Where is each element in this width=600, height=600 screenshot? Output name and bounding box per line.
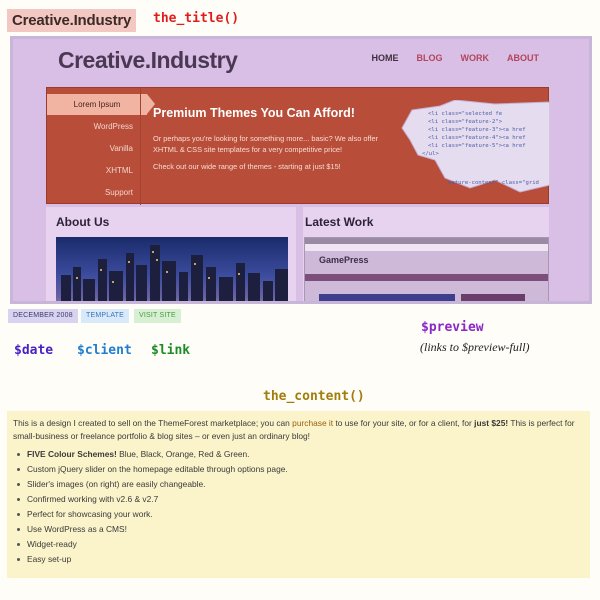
code-line: <li class="feature-2"> [428, 119, 503, 125]
slider-menu-item: Support [104, 188, 133, 197]
nav-about: ABOUT [507, 53, 539, 63]
slider-menu-item: Vanilla [109, 144, 133, 153]
preview-slider [46, 87, 549, 204]
list-item: Confirmed working with v2.6 & v2.7 [13, 492, 584, 507]
date-tag: DECEMBER 2008 [8, 309, 78, 323]
about-title: About Us [56, 215, 110, 229]
latest-work-thumbnail [304, 237, 549, 304]
preview-note: (links to $preview-full) [420, 340, 530, 354]
code-line: <li class="feature-4"><a href [428, 135, 526, 141]
list-item: Custom jQuery slider on the homepage editable through options page. [13, 462, 584, 477]
preview-annotation: $preview [421, 320, 484, 335]
skyline-icon [56, 237, 288, 304]
preview-nav [372, 53, 540, 63]
list-item: FIVE Colour Schemes! Blue, Black, Orange, Red & Green. [13, 447, 584, 462]
content-intro: This is a design I created to sell on the ThemeForest marketplace; you can purchase it to use for your site, or for a client, for just $25! This is perfect for small-business or freelance portfolio & blog sites – or even just an ordinary blog! [13, 418, 575, 441]
code-line: <li class="feature-5"><a href [428, 143, 526, 149]
client-annotation: $client [77, 343, 132, 358]
thumb-url-bar [305, 244, 548, 251]
client-tag[interactable]: TEMPLATE [81, 309, 129, 323]
thumb-nav [305, 274, 548, 281]
visit-site-link[interactable]: VISIT SITE [134, 309, 181, 323]
nav-home: HOME [371, 53, 399, 63]
title-template-tag: the_title() [153, 11, 240, 26]
latest-work-panel [303, 207, 549, 304]
nav-blog: BLOG [416, 53, 443, 63]
list-item: Perfect for showcasing your work. [13, 507, 584, 522]
purchase-link[interactable]: purchase it [292, 418, 334, 428]
thumb-image [319, 294, 455, 304]
slider-body: Or perhaps you're looking for something more... basic? We also offer XHTML & CSS site templates for a very competitive price! [153, 134, 379, 154]
code-snippet-image [400, 100, 550, 195]
site-title: Creative.Industry [7, 9, 136, 32]
slider-divider [140, 88, 141, 205]
date-annotation: $date [14, 343, 54, 358]
slider-menu [47, 94, 140, 204]
code-line: <li class="feature-3"><a href [428, 127, 526, 133]
slider-menu-item: WordPress [93, 122, 133, 131]
list-item: Use WordPress as a CMS! [13, 522, 584, 537]
slider-menu-item: XHTML [105, 166, 133, 175]
nav-work: WORK [460, 53, 489, 63]
about-panel [46, 207, 296, 304]
latest-work-title: Latest Work [305, 215, 374, 229]
city-skyline-image [56, 237, 288, 304]
content-annotation: the_content() [263, 389, 365, 404]
thumb-image [461, 294, 525, 304]
list-item: Widget-ready [13, 537, 584, 552]
slider-body-2: Check out our wide range of themes - starting at just $15! [153, 162, 341, 171]
list-item: Slider's images (on right) are easily changeable. [13, 477, 584, 492]
code-line: <li class="selected fe [428, 111, 503, 117]
list-item: Easy set-up [13, 552, 584, 567]
slider-headline: Premium Themes You Can Afford! [153, 106, 355, 120]
link-annotation: $link [151, 343, 191, 358]
thumb-brand: GamePress [319, 255, 369, 265]
code-line: eature-content" class="grid [448, 180, 539, 186]
content-box [7, 411, 590, 578]
preview-logo: Creative.Industry [58, 47, 238, 73]
code-line: </ul> [422, 151, 439, 157]
preview-image[interactable] [10, 36, 592, 304]
slider-menu-item: Lorem Ipsum [47, 94, 147, 115]
feature-list [13, 447, 584, 567]
